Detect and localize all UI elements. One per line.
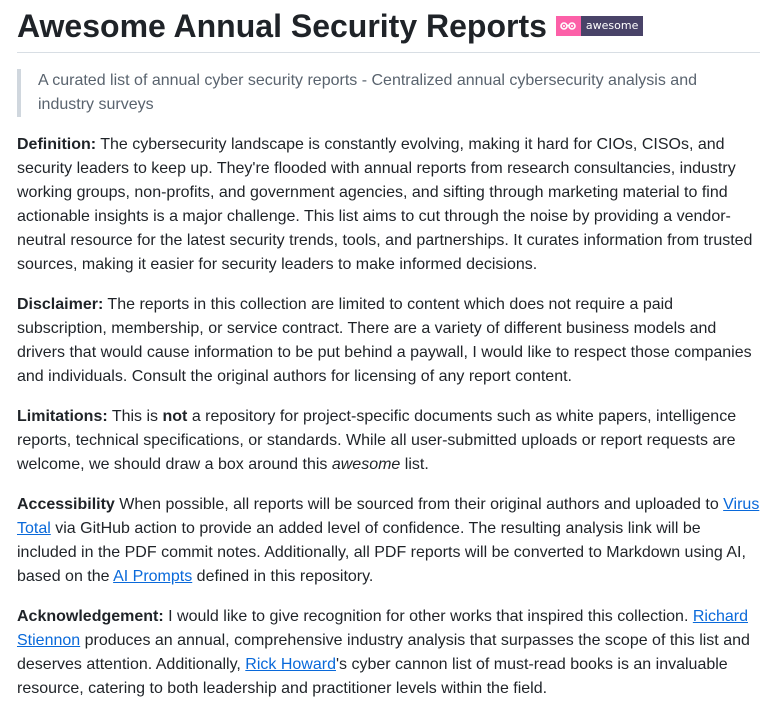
disclaimer-label: Disclaimer:	[17, 296, 104, 313]
awesome-logo-icon	[556, 16, 581, 36]
definition-label: Definition:	[17, 136, 97, 153]
accessibility-text-3: defined in this repository.	[192, 568, 374, 585]
tagline-text: A curated list of annual cyber security reports - Centralized annual cybersecurity analysis and industry surveys	[38, 72, 697, 113]
acknowledgement-text-1: I would like to give recognition for other works that inspired this collection.	[163, 608, 693, 625]
limitations-text-1: This is	[107, 408, 163, 425]
limitations-italic: awesome	[331, 456, 401, 473]
limitations-text-2: a repository for project-specific documents such as white papers, intelligence reports, technical specifications, or standards. While all user-submitted uploads or report requests are welcome, we should draw a box around this	[17, 408, 737, 473]
disclaimer-paragraph	[17, 293, 760, 389]
tagline-quote	[17, 69, 760, 117]
richard-stiennon-link[interactable]: Richard Stiennon	[17, 608, 748, 649]
disclaimer-text: The reports in this collection are limited to content which does not require a paid subscription, membership, or service contract. There are a variety of different business models and drivers that would cause information to be put behind a paywall, I would like to respect those companies and individuals. Consult the original authors for licensing of any report content.	[17, 296, 752, 385]
page-title: Awesome Annual Security Reports	[17, 8, 547, 44]
accessibility-paragraph	[17, 493, 760, 589]
rick-howard-link[interactable]: Rick Howard	[245, 656, 336, 673]
limitations-text-3: list.	[400, 456, 429, 473]
limitations-label: Limitations:	[17, 408, 108, 425]
acknowledgement-label: Acknowledgement:	[17, 608, 164, 625]
acknowledgement-paragraph	[17, 605, 760, 701]
acknowledgement-text-2: produces an annual, comprehensive industry analysis that surpasses the scope of this list and deserves attention. Additionally,	[17, 632, 750, 673]
awesome-badge-label: awesome	[581, 16, 643, 36]
definition-text: The cybersecurity landscape is constantly evolving, making it hard for CIOs, CISOs, and security leaders to keep up. They're flooded with annual reports from research consultancies, industry working groups, non-profits, and government agencies, and sifting through marketing material to find actionable insights is a major challenge. This list aims to cut through the noise by providing a vendor-neutral resource for the latest security trends, tools, and partnerships. It curates information from trusted sources, making it easier for security leaders to make informed decisions.	[17, 136, 753, 273]
limitations-emphasis: not	[162, 408, 188, 425]
awesome-badge[interactable]	[556, 16, 643, 36]
definition-paragraph	[17, 133, 760, 277]
title-row	[17, 0, 760, 53]
virus-total-link[interactable]: Virus Total	[17, 496, 760, 537]
accessibility-text-1: When possible, all reports will be sourced from their original authors and uploaded to	[114, 496, 724, 513]
acknowledgement-text-3: 's cyber cannon list of must-read books is an invaluable resource, catering to both leadership and practitioner levels within the field.	[17, 656, 728, 697]
accessibility-label: Accessibility	[17, 496, 115, 513]
accessibility-text-2: via GitHub action to provide an added level of confidence. The resulting analysis link will be included in the PDF commit notes. Additionally, all PDF reports will be converted to Markdown using AI, based on the	[17, 520, 746, 585]
ai-prompts-link[interactable]: AI Prompts	[113, 568, 193, 585]
limitations-paragraph	[17, 405, 760, 477]
